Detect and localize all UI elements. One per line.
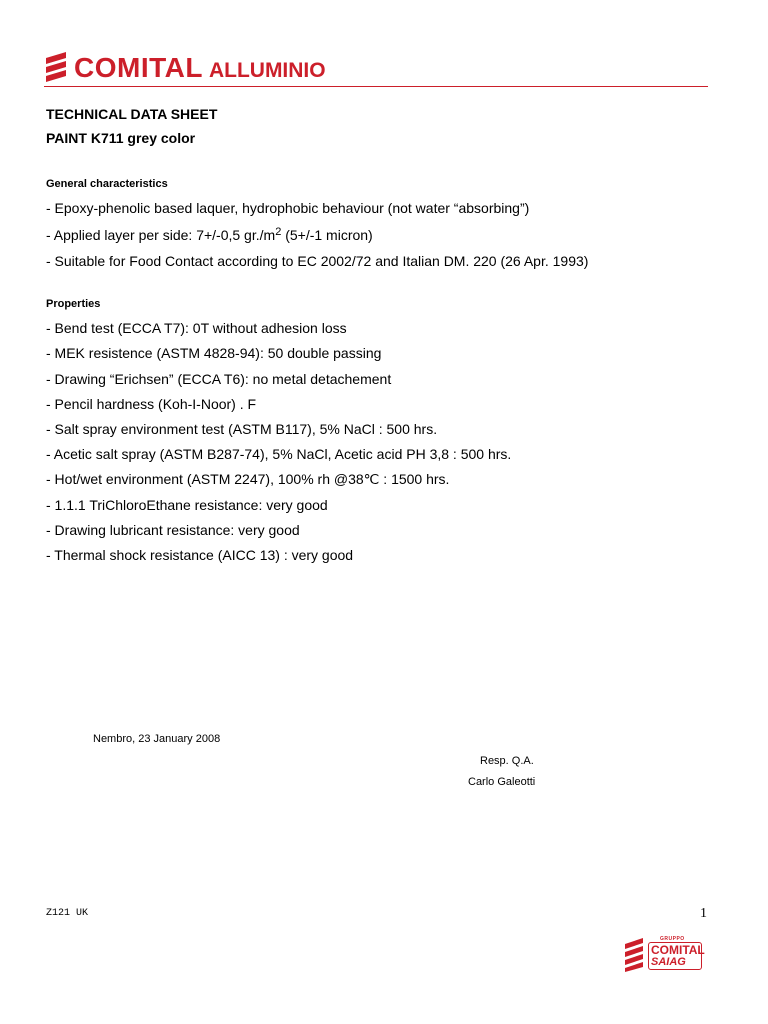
page-number: 1	[700, 906, 707, 921]
signatory-role: Resp. Q.A.	[480, 755, 534, 767]
general-item-3: - Suitable for Food Contact according to EC 2002/72 and Italian DM. 220 (26 Apr. 1993)	[46, 253, 589, 269]
general-heading: General characteristics	[46, 178, 168, 190]
property-item: - Drawing lubricant resistance: very good	[46, 522, 300, 538]
footer-logo-line1: COMITAL	[651, 943, 705, 957]
property-item: - Thermal shock resistance (AICC 13) : very good	[46, 547, 354, 563]
brand-sub: ALLUMINIO	[208, 59, 326, 82]
general-item-2-text: - Applied layer per side: 7+/-0,5 gr./m	[46, 227, 276, 243]
general-item-2	[46, 226, 373, 244]
property-item: - Acetic salt spray (ASTM B287-74), 5% NaCl, Acetic acid PH 3,8 : 500 hrs.	[46, 446, 512, 462]
general-item-2-superscript: 2	[275, 226, 282, 238]
comital-logo-icon	[44, 52, 68, 88]
property-item: - Drawing “Erichsen” (ECCA T6): no metal detachement	[46, 371, 392, 387]
brand-main: COMITAL	[74, 52, 203, 83]
property-item: - MEK resistence (ASTM 4828-94): 50 double passing	[46, 345, 382, 361]
general-item-2-tail: (5+/-1 micron)	[281, 227, 373, 243]
brand-logotype	[74, 52, 326, 84]
footer-logo	[624, 936, 704, 974]
general-item-1: - Epoxy-phenolic based laquer, hydrophobic behaviour (not water “absorbing”)	[46, 200, 530, 216]
property-item: - Pencil hardness (Koh-I-Noor) . F	[46, 396, 257, 412]
document-code: Z121 UK	[46, 908, 89, 919]
signatory-name: Carlo Galeotti	[468, 776, 536, 788]
header-divider	[44, 86, 708, 87]
document-subtitle: PAINT K711 grey color	[46, 130, 196, 146]
place-date: Nembro, 23 January 2008	[93, 733, 221, 745]
footer-logo-line2: SAIAG	[651, 956, 686, 968]
properties-heading: Properties	[46, 298, 101, 310]
property-item: - Bend test (ECCA T7): 0T without adhesion loss	[46, 320, 347, 336]
property-item: - Hot/wet environment (ASTM 2247), 100% rh @38℃ : 1500 hrs.	[46, 471, 450, 487]
footer-logo-gruppo: GRUPPO	[660, 936, 685, 942]
document-title: TECHNICAL DATA SHEET	[46, 106, 218, 122]
property-item: - Salt spray environment test (ASTM B117), 5% NaCl : 500 hrs.	[46, 421, 438, 437]
property-item: - 1.1.1 TriChloroEthane resistance: very good	[46, 497, 328, 513]
comital-saiag-logo-icon	[624, 938, 644, 972]
